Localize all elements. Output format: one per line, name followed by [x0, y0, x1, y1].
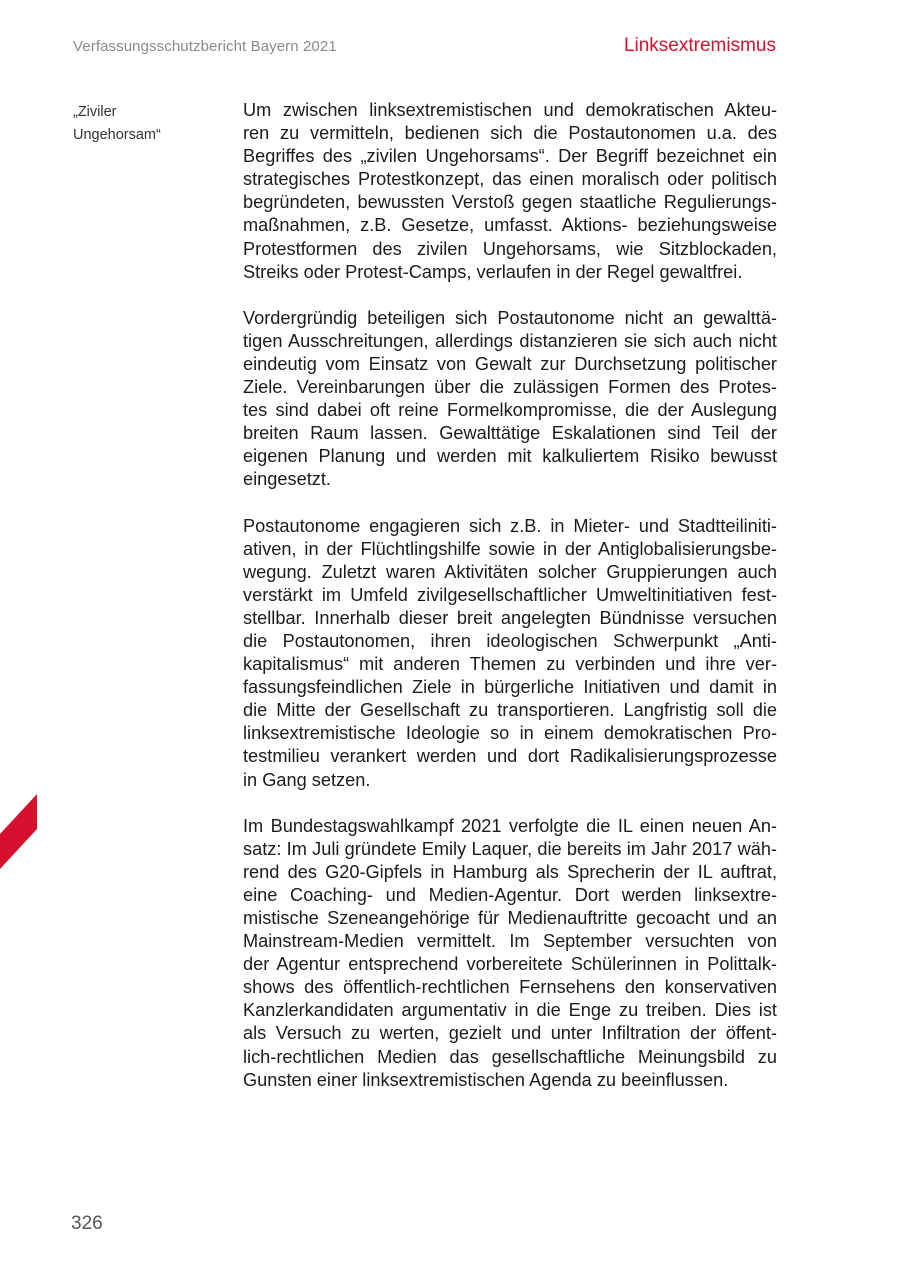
margin-note	[73, 101, 213, 147]
text-line: linksextremistische Ideologie so in einem demokratischen Pro-	[243, 723, 777, 744]
text-line: breiten Raum lassen. Gewalttätige Eskalationen sind Teil der	[243, 423, 777, 444]
paragraph	[243, 307, 777, 492]
text-line: Protestformen des zivilen Ungehorsams, wie Sitzblockaden,	[243, 238, 777, 259]
paragraph	[243, 515, 777, 792]
text-line: Streiks oder Protest-Camps, verlaufen in der Regel gewaltfrei.	[243, 261, 743, 282]
text-line: Um zwischen linksextremistischen und demokratischen Akteu-	[243, 100, 777, 120]
paragraph	[243, 99, 777, 284]
text-line: Begriffes des „zivilen Ungehorsams“. Der Begriff bezeichnet ein	[243, 146, 777, 167]
text-line: tigen Ausschreitungen, allerdings distanzieren sie sich auch nicht	[243, 330, 777, 351]
text-line: Vordergründig beteiligen sich Postautonome nicht an gewalttä-	[243, 307, 777, 328]
text-line: kapitalismus“ mit anderen Themen zu verbinden und ihre ver-	[243, 654, 777, 675]
text-line: mistische Szeneangehörige für Medienauftritte gecoacht und an	[243, 908, 777, 928]
text-line: strategisches Protestkonzept, das einen moralisch oder politisch	[243, 169, 777, 190]
text-line: lich-rechtlichen Medien das gesellschaftliche Meinungsbild zu	[243, 1046, 777, 1067]
text-line: Mainstream-Medien vermittelt. Im September versuchten von	[243, 931, 777, 952]
text-line: der Agentur entsprechend vorbereitete Schülerinnen in Polittalk-	[243, 954, 777, 975]
text-line: verstärkt im Umfeld zivilgesellschaftlicher Umweltinitiativen fest-	[243, 584, 777, 605]
text-line: Postautonome engagieren sich z.B. in Mieter- und Stadtteiliniti-	[243, 515, 777, 536]
margin-note-line: Ungehorsam“	[73, 127, 161, 143]
text-line: Kanzlerkandidaten argumentativ in die Enge zu treiben. Dies ist	[243, 1000, 777, 1021]
text-line: begründeten, bewussten Verstoß gegen staatliche Regulierungs-	[243, 192, 777, 213]
text-line: Ziele. Vereinbarungen über die zulässigen Formen des Protes-	[243, 377, 777, 398]
text-line: Gunsten einer linksextremistischen Agenda zu beeinflussen.	[243, 1069, 729, 1090]
text-line: satz: Im Juli gründete Emily Laquer, die bereits im Jahr 2017 wäh-	[243, 838, 777, 859]
text-line: wegung. Zuletzt waren Aktivitäten solcher Gruppierungen auch	[243, 561, 777, 582]
text-line: fassungsfeindlichen Ziele in bürgerliche Initiativen und damit in	[243, 677, 777, 698]
text-line: rend des G20-Gipfels in Hamburg als Sprecherin der IL auftrat,	[243, 861, 777, 882]
body-text	[243, 99, 777, 1115]
text-line: stellbar. Innerhalb dieser breit angelegten Bündnisse versuchen	[243, 607, 777, 628]
running-header-title: Verfassungsschutzbericht Bayern 2021	[73, 38, 337, 55]
margin-note-line: „Ziviler	[73, 104, 117, 120]
text-line: ren zu vermitteln, bedienen sich die Postautonomen u.a. des	[243, 123, 777, 144]
text-line: shows des öffentlich-rechtlichen Fernsehens den konservativen	[243, 977, 777, 998]
page-number: 326	[71, 1213, 103, 1234]
section-marker-tab	[0, 794, 37, 869]
text-line: eine Coaching- und Medien-Agentur. Dort werden linksextre-	[243, 884, 777, 905]
text-line: ativen, in der Flüchtlingshilfe sowie in der Antiglobalisierungsbe-	[243, 538, 777, 559]
text-line: die Mitte der Gesellschaft zu transportieren. Langfristig soll die	[243, 700, 777, 721]
section-title: Linksextremismus	[623, 35, 776, 56]
text-line: maßnahmen, z.B. Gesetze, umfasst. Aktions- beziehungsweise	[243, 215, 777, 236]
paragraph	[243, 815, 777, 1092]
text-line: eindeutig vom Einsatz von Gewalt zur Durchsetzung politischer	[243, 353, 777, 374]
text-line: testmilieu verankert werden und dort Radikalisierungsprozesse	[243, 746, 777, 767]
text-line: die Postautonomen, ihren ideologischen Schwerpunkt „Anti-	[243, 630, 777, 651]
text-line: tes sind dabei oft reine Formelkompromisse, die der Auslegung	[243, 400, 777, 421]
text-line: als Versuch zu werten, gezielt und unter Infiltration der öffent-	[243, 1023, 777, 1044]
text-line: in Gang setzen.	[243, 769, 371, 790]
text-line: eingesetzt.	[243, 469, 331, 490]
text-line: eigenen Planung und werden mit kalkuliertem Risiko bewusst	[243, 446, 777, 467]
text-line: Im Bundestagswahlkampf 2021 verfolgte die IL einen neuen An-	[243, 815, 777, 836]
